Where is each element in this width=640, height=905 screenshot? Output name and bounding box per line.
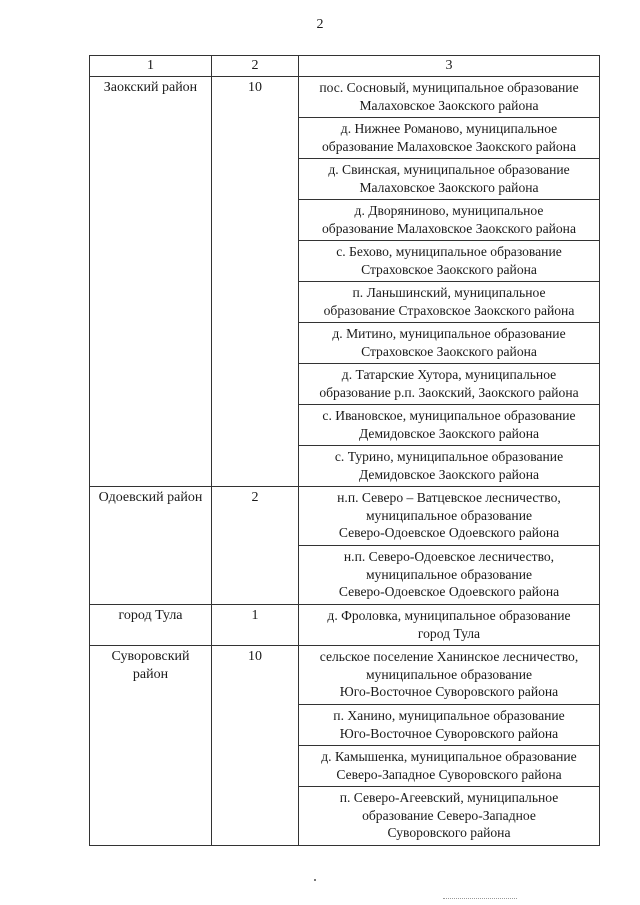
settlement-cell	[299, 405, 600, 446]
table-row	[90, 77, 600, 118]
settlement-cell	[299, 364, 600, 405]
header-cell-2: 2	[212, 56, 299, 77]
settlement-line: Демидовское Заокского района	[358, 466, 540, 482]
settlement-cell	[299, 605, 600, 646]
settlement-cell	[299, 446, 600, 487]
settlement-line: п. Ханино, муниципальное образование	[333, 708, 565, 723]
district-cell: Заокский район	[90, 77, 212, 487]
settlement-cell	[299, 546, 600, 605]
settlement-cell	[299, 282, 600, 323]
settlement-line: Юго-Восточное Суворовского района	[339, 725, 559, 741]
settlement-line: Страховское Заокского района	[361, 343, 537, 359]
count-cell: 10	[212, 646, 299, 846]
settlement-line: образование Северо-Западное	[362, 807, 536, 823]
settlement-line: с. Бехово, муниципальное образование	[336, 244, 562, 259]
settlement-line: д. Митино, муниципальное образование	[332, 326, 566, 341]
settlement-line: д. Свинская, муниципальное образование	[328, 162, 570, 177]
district-name-line: Суворовский	[111, 649, 190, 664]
scan-mark-line	[443, 896, 517, 899]
settlement-line: Малаховское Заокского района	[359, 179, 539, 195]
district-cell	[90, 646, 212, 846]
settlement-line: Юго-Восточное Суворовского района	[339, 684, 559, 699]
settlement-cell	[299, 746, 600, 787]
settlement-cell	[299, 77, 600, 118]
table-header-row	[90, 56, 600, 77]
settlement-line: д. Татарские Хутора, муниципальное	[341, 367, 557, 382]
settlements-table	[89, 55, 600, 846]
header-cell-1: 1	[90, 56, 212, 77]
table-row	[90, 487, 600, 546]
settlement-line: образование р.п. Заокский, Заокского района	[319, 384, 579, 400]
settlement-line: муниципальное образование	[365, 507, 533, 523]
settlement-line: Северо-Одоевское Одоевского района	[338, 584, 560, 599]
settlement-line: Северо-Западное Суворовского района	[336, 766, 562, 782]
table-row	[90, 646, 600, 705]
settlement-line: Демидовское Заокского района	[358, 425, 540, 441]
settlement-line: Северо-Одоевское Одоевского района	[338, 525, 560, 540]
settlement-cell	[299, 118, 600, 159]
count-cell: 1	[212, 605, 299, 646]
settlement-line: д. Нижнее Романово, муниципальное	[340, 121, 558, 136]
settlement-line: н.п. Северо – Ватцевское лесничество,	[337, 490, 561, 505]
settlement-line: муниципальное образование	[365, 566, 533, 582]
scan-mark	[314, 879, 316, 881]
settlement-line: образование Страховское Заокского района	[323, 302, 575, 318]
page-number: 2	[316, 17, 324, 32]
district-name-line: район	[132, 666, 169, 682]
district-cell: Одоевский район	[90, 487, 212, 605]
settlement-line: н.п. Северо-Одоевское лесничество,	[343, 549, 555, 564]
settlement-line: муниципальное образование	[365, 666, 533, 682]
header-cell-3: 3	[299, 56, 600, 77]
settlement-line: д. Камышенка, муниципальное образование	[321, 749, 577, 764]
settlement-line: д. Дворяниново, муниципальное	[354, 203, 544, 218]
settlement-line: город Тула	[417, 625, 481, 641]
settlement-cell	[299, 159, 600, 200]
settlement-line: п. Ланьшинский, муниципальное	[352, 285, 546, 300]
district-cell: город Тула	[90, 605, 212, 646]
count-cell: 2	[212, 487, 299, 605]
table-row	[90, 605, 600, 646]
settlement-cell	[299, 705, 600, 746]
settlement-line: Суворовского района	[387, 825, 511, 840]
settlement-cell	[299, 787, 600, 846]
settlement-line: Страховское Заокского района	[361, 261, 537, 277]
settlement-line: Малаховское Заокского района	[359, 97, 539, 113]
settlement-line: д. Фроловка, муниципальное образование	[327, 608, 571, 623]
settlement-cell	[299, 200, 600, 241]
count-cell: 10	[212, 77, 299, 487]
settlement-cell	[299, 487, 600, 546]
settlement-cell	[299, 646, 600, 705]
settlement-cell	[299, 323, 600, 364]
settlement-line: образование Малаховское Заокского района	[322, 138, 576, 154]
settlement-line: образование Малаховское Заокского района	[322, 220, 576, 236]
settlement-line: с. Ивановское, муниципальное образование	[322, 408, 576, 423]
settlement-line: с. Турино, муниципальное образование	[334, 449, 564, 464]
settlement-cell	[299, 241, 600, 282]
settlement-line: пос. Сосновый, муниципальное образование	[319, 80, 579, 95]
settlement-line: п. Северо-Агеевский, муниципальное	[339, 790, 559, 805]
settlement-line: сельское поселение Ханинское лесничество,	[319, 649, 579, 664]
